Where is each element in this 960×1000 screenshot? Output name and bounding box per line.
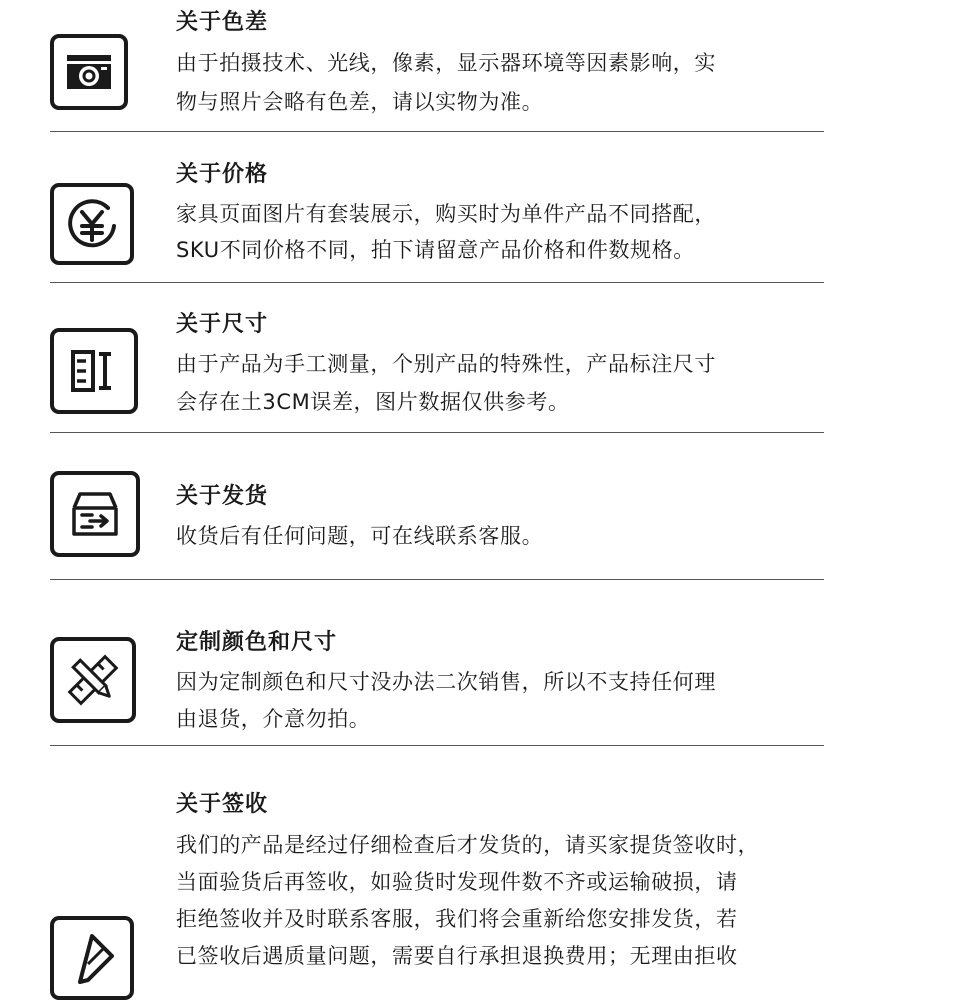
section-text-line: 我们的产品是经过仔细检查后才发货的，请买家提货签收时，	[176, 833, 760, 857]
section-text-line: 已签收后遇质量问题，需要自行承担退换费用；无理由拒收	[176, 944, 738, 968]
section-title: 关于签收	[176, 792, 269, 817]
section-text-line: 家具页面图片有套装展示，购买时为单件产品不同搭配，	[176, 202, 716, 226]
ruler-icon-frame	[50, 328, 138, 414]
divider	[50, 282, 824, 283]
pencil-ruler-icon-frame	[50, 637, 136, 723]
section-text-line: 由于产品为手工测量，个别产品的特殊性，产品标注尺寸	[176, 352, 716, 376]
section-title: 关于尺寸	[176, 312, 269, 337]
section-text-line: 会存在土3CM误差，图片数据仅供参考。	[176, 390, 570, 414]
shipping-box-icon	[66, 488, 124, 540]
camera-icon	[65, 52, 113, 92]
ruler-icon	[70, 349, 118, 393]
pencil-ruler-icon	[66, 653, 120, 707]
section-text-line: 拒绝签收并及时联系客服，我们将会重新给您安排发货，若	[176, 907, 738, 931]
shipping-box-icon-frame	[50, 471, 140, 557]
section-text-line: 物与照片会略有色差，请以实物为准。	[176, 90, 544, 114]
divider	[50, 131, 824, 132]
sign-edit-icon-frame	[50, 916, 134, 1000]
yen-coin-icon-frame	[50, 183, 134, 265]
divider	[50, 745, 824, 746]
section-title: 关于价格	[176, 162, 269, 187]
section-text-line: 因为定制颜色和尺寸没办法二次销售，所以不支持任何理	[176, 670, 716, 694]
section-title: 关于色差	[176, 10, 269, 35]
section-title: 定制颜色和尺寸	[176, 630, 338, 655]
divider	[50, 579, 824, 580]
camera-icon-frame	[50, 34, 128, 110]
section-title: 关于发货	[176, 484, 269, 509]
divider	[50, 432, 824, 433]
yen-coin-icon	[64, 196, 120, 252]
section-text-line: 由退货，介意勿拍。	[176, 707, 371, 731]
section-text-line: SKU不同价格不同，拍下请留意产品价格和件数规格。	[176, 238, 695, 262]
section-text-line: 收货后有任何问题，可在线联系客服。	[176, 524, 544, 548]
section-text-line: 由于拍摄技术、光线，像素，显示器环境等因素影响，实	[176, 51, 716, 75]
section-text-line: 当面验货后再签收，如验货时发现件数不齐或运输破损，请	[176, 870, 738, 894]
sign-edit-icon	[62, 928, 122, 988]
